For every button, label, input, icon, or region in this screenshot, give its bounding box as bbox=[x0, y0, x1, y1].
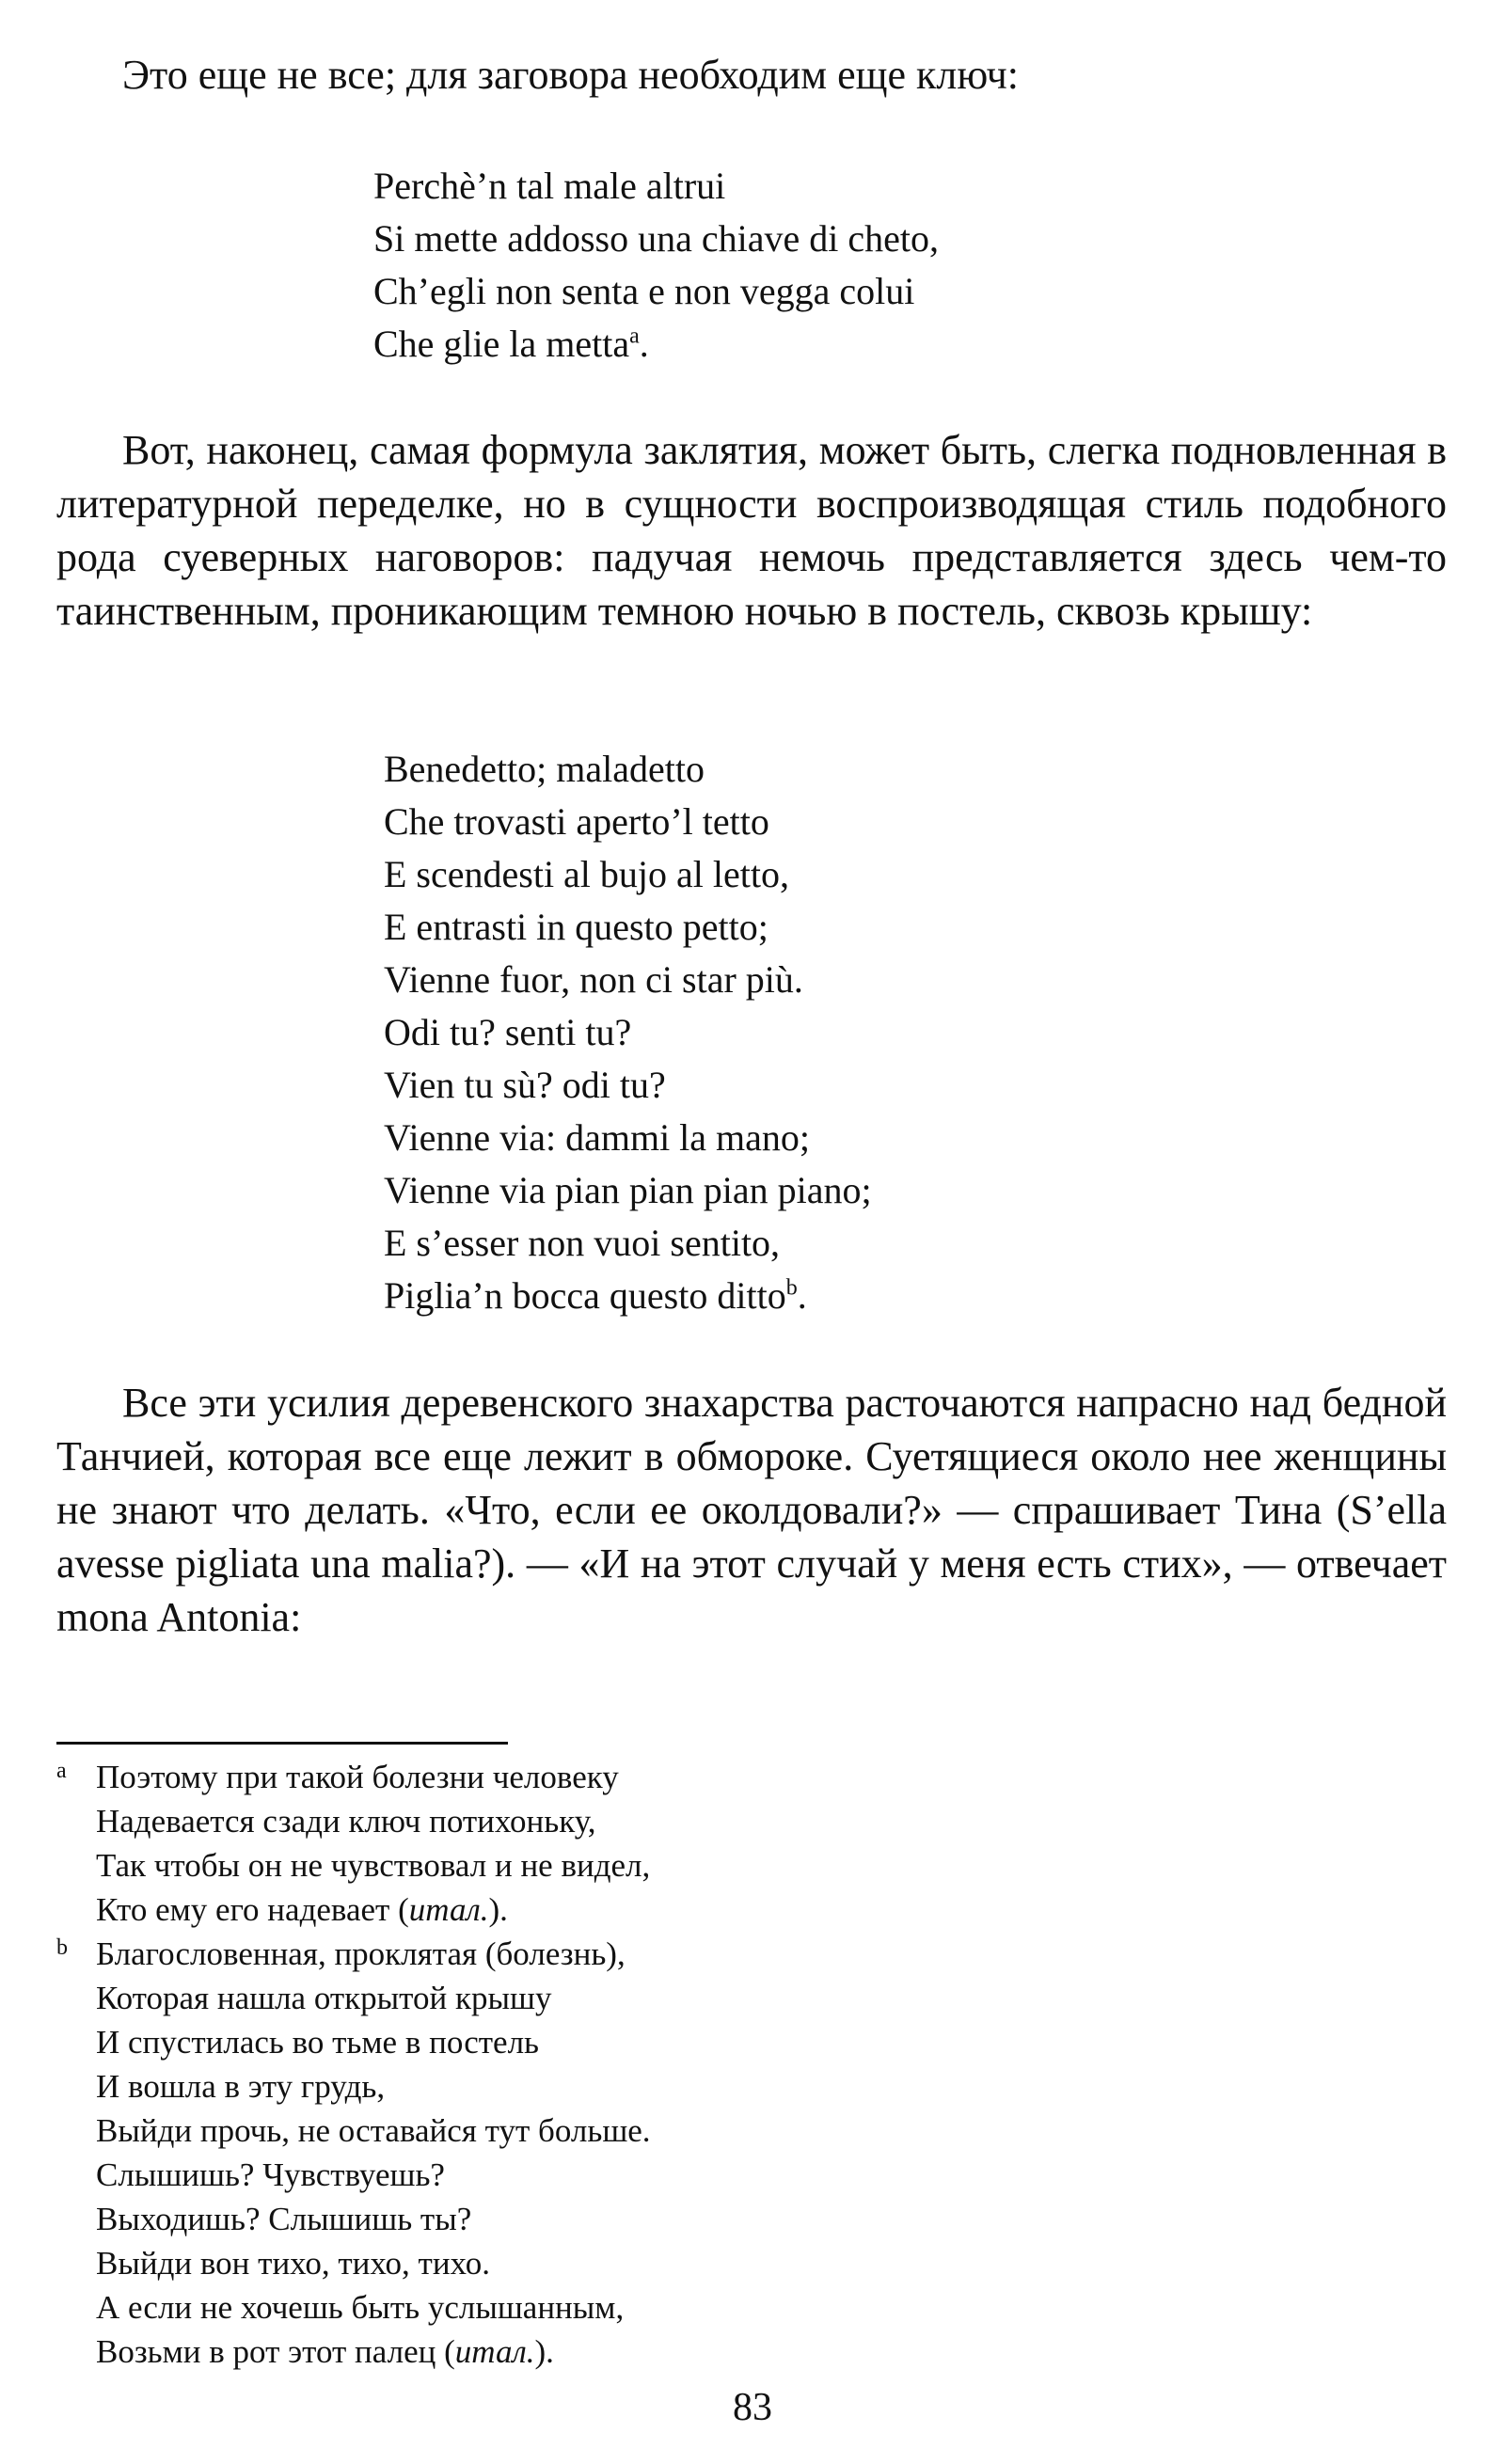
footnote-close: ). bbox=[534, 2333, 554, 2370]
verse-line: Odi tu? senti tu? bbox=[384, 1011, 632, 1053]
footnotes bbox=[56, 1755, 651, 2374]
page-number: 83 bbox=[733, 2386, 772, 2429]
footnote-line: Благословенная, проклятая (болезнь), bbox=[96, 1935, 626, 1972]
paragraph-1 bbox=[56, 423, 1447, 638]
verse-line: Perchè’n tal male altrui bbox=[373, 165, 726, 207]
footnote-line: И вошла в эту грудь, bbox=[96, 2068, 386, 2105]
footnote-line bbox=[96, 2330, 651, 2374]
verse-line: E scendesti al bujo al letto, bbox=[384, 853, 789, 895]
verse-line bbox=[384, 1270, 872, 1322]
footnote-close: ). bbox=[488, 1891, 508, 1928]
verse-line: Vienne via pian pian pian piano; bbox=[384, 1169, 872, 1211]
verse-line: Ch’egli non senta e non vegga colui bbox=[373, 270, 915, 312]
footnote-line: И спустилась во тьме в постель bbox=[96, 2024, 539, 2061]
footnote-line: А если не хочешь быть услышанным, bbox=[96, 2289, 625, 2326]
verse-end-punct: . bbox=[797, 1274, 807, 1317]
footnote-paren: ( bbox=[389, 1891, 409, 1928]
footnote-b bbox=[56, 1932, 651, 2374]
verse-line bbox=[373, 318, 939, 371]
intro-line: Это еще не все; для заговора необходим еще ключ: bbox=[122, 52, 1019, 98]
footnote-divider bbox=[56, 1742, 508, 1745]
footnote-line: Выходишь? Слышишь ты? bbox=[96, 2201, 472, 2237]
footnote-a bbox=[56, 1755, 651, 1932]
footnote-line-text: Возьми в рот этот палец bbox=[96, 2333, 436, 2370]
verse-line: Che trovasti aperto’l tetto bbox=[384, 800, 769, 843]
verse-end-punct: . bbox=[639, 323, 649, 365]
footnote-mark: a bbox=[56, 1759, 67, 1783]
footnote-line: Поэтому при такой болезни человеку bbox=[96, 1759, 619, 1795]
verse-line: E s’esser non vuoi sentito, bbox=[384, 1222, 781, 1264]
footnote-line: Так чтобы он не чувствовал и не видел, bbox=[96, 1847, 651, 1884]
verse-line-text: Piglia’n bocca questo ditto bbox=[384, 1274, 786, 1317]
verse-line: Vien tu sù? odi tu? bbox=[384, 1064, 666, 1106]
footnote-paren: ( bbox=[436, 2333, 455, 2370]
footnote-line: Которая нашла открытой крышу bbox=[96, 1980, 552, 2016]
footnote-line: Надевается сзади ключ потихоньку, bbox=[96, 1803, 596, 1840]
paragraph-2 bbox=[56, 1376, 1447, 1644]
verse-line: Vienne fuor, non ci star più. bbox=[384, 958, 803, 1001]
verse-block-2 bbox=[384, 743, 872, 1322]
paragraph-text: Вот, наконец, самая формула заклятия, может быть, слегка подновленная в литературной переделке, но в сущности воспроизводящая стиль подобного рода суеверных наговоров: падучая немочь представляется здесь чем-то таинственным, проникающим темною ночью в постель, сквозь крышу: bbox=[56, 427, 1447, 634]
source-language-note: итал. bbox=[408, 1891, 489, 1928]
verse-line: Benedetto; maladetto bbox=[384, 748, 705, 790]
verse-line: E entrasti in questo petto; bbox=[384, 906, 768, 948]
paragraph-text: Все эти усилия деревенского знахарства расточаются напрасно над бедной Танчией, которая все еще лежит в обмороке. Суетящиеся около нее женщины не знают что делать. «Что, если ее околдовали?» — спрашивает Тина (S’ella avesse pigliata una malia?). — «И на этот случай у меня есть стих», — отвечает mona Antonia: bbox=[56, 1380, 1447, 1640]
verse-line-text: Che glie la metta bbox=[373, 323, 630, 365]
footnote-line bbox=[96, 1887, 651, 1932]
footnote-line: Выйди вон тихо, тихо, тихо. bbox=[96, 2245, 490, 2282]
footnote-ref-b[interactable]: b bbox=[785, 1275, 798, 1301]
source-language-note: итал. bbox=[454, 2333, 535, 2370]
verse-line: Vienne via: dammi la mano; bbox=[384, 1116, 811, 1159]
footnote-ref-a[interactable]: a bbox=[629, 324, 640, 349]
footnote-mark: b bbox=[56, 1935, 68, 1960]
verse-block-1 bbox=[373, 160, 939, 371]
footnote-line-text: Кто ему его надевает bbox=[96, 1891, 390, 1928]
footnote-line: Слышишь? Чувствуешь? bbox=[96, 2156, 445, 2193]
verse-line: Si mette addosso una chiave di cheto, bbox=[373, 217, 939, 260]
footnote-line: Выйди прочь, не оставайся тут больше. bbox=[96, 2112, 651, 2149]
